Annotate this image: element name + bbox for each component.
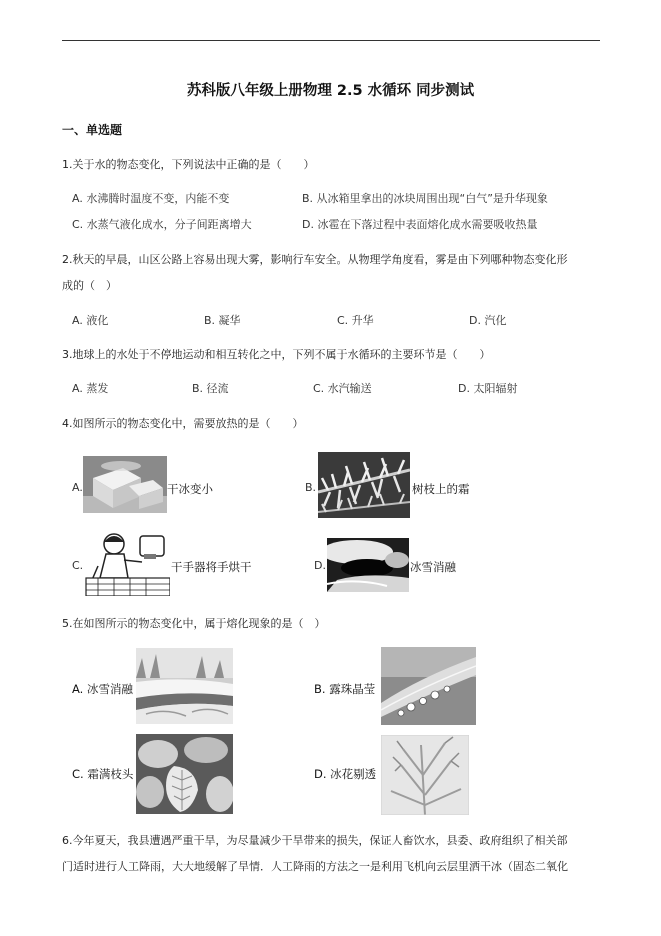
question-4-stem: 4.如图所示的物态变化中，需要放热的是（ ） <box>62 417 304 430</box>
question-4-option-d-letter: D. <box>314 559 326 572</box>
melting-snow-photo-icon <box>327 538 409 592</box>
question-1-option-d: D. 冰雹在下落过程中表面熔化成水需要吸收热量 <box>302 218 538 231</box>
header-rule <box>62 40 600 41</box>
question-6-stem-line-2: 门适时进行人工降雨，大大地缓解了旱情．人工降雨的方法之一是利用飞机向云层里洒干冰（固态二氧化 <box>62 860 568 873</box>
question-3-option-b: B. 径流 <box>192 382 229 395</box>
question-4-option-a-letter: A. <box>72 481 83 494</box>
question-5-option-a: A. 冰雪消融 <box>72 682 133 696</box>
question-3-option-c: C. 水汽输送 <box>313 382 372 395</box>
page-title: 苏科版八年级上册物理 2.5 水循环 同步测试 <box>186 83 475 99</box>
question-2-stem-line-2: 成的（ ） <box>62 279 117 292</box>
question-1-option-b: B. 从冰箱里拿出的冰块周围出现“白气”是升华现象 <box>302 192 548 205</box>
question-5-option-d: D. 冰花剔透 <box>314 767 377 781</box>
frosted-leaves-photo-icon <box>136 734 233 814</box>
question-2-option-c: C. 升华 <box>337 314 374 327</box>
dewdrops-photo-icon <box>381 647 476 725</box>
question-2-option-b: B. 凝华 <box>204 314 241 327</box>
question-4-option-c-letter: C. <box>72 559 84 572</box>
question-4-option-c-caption: 干手器将手烘干 <box>171 560 252 574</box>
question-3-stem: 3.地球上的水处于不停地运动和相互转化之中，下列不属于水循环的主要环节是（ ） <box>62 348 491 361</box>
question-3-option-a: A. 蒸发 <box>72 382 109 395</box>
dry-ice-photo-icon <box>83 456 167 513</box>
question-5-option-c: C. 霜满枝头 <box>72 767 134 781</box>
question-6-stem-line-1: 6.今年夏天，我县遭遇严重干旱，为尽量减少干旱带来的损失，保证人畜饮水，县委、政府组织了相关部 <box>62 834 568 847</box>
question-3-option-d: D. 太阳辐射 <box>458 382 518 395</box>
question-2-option-d: D. 汽化 <box>469 314 507 327</box>
question-1-stem: 1.关于水的物态变化，下列说法中正确的是（ ） <box>62 158 315 171</box>
question-2-stem-line-1: 2.秋天的早晨，山区公路上容易出现大雾，影响行车安全。从物理学角度看，雾是由下列哪种物态变化形 <box>62 253 568 266</box>
question-4-option-b-letter: B. <box>305 481 317 494</box>
question-2-option-a: A. 液化 <box>72 314 109 327</box>
question-1-option-a: A. 水沸腾时温度不变，内能不变 <box>72 192 230 205</box>
question-4-option-d-caption: 冰雪消融 <box>410 560 456 574</box>
section-heading: 一、单选题 <box>62 123 123 137</box>
question-4-option-b-caption: 树枝上的霜 <box>412 482 470 496</box>
question-5-stem: 5.在如图所示的物态变化中，属于熔化现象的是（ ） <box>62 617 326 630</box>
question-1-option-c: C. 水蒸气液化成水，分子间距离增大 <box>72 218 252 231</box>
ice-flower-photo-icon <box>381 735 469 815</box>
snow-melting-photo-icon <box>136 648 233 724</box>
question-5-option-b: B. 露珠晶莹 <box>314 682 376 696</box>
hand-dryer-drawing-icon <box>84 530 170 596</box>
frost-on-branch-photo-icon <box>318 452 410 518</box>
question-4-option-a-caption: 干冰变小 <box>167 482 213 496</box>
